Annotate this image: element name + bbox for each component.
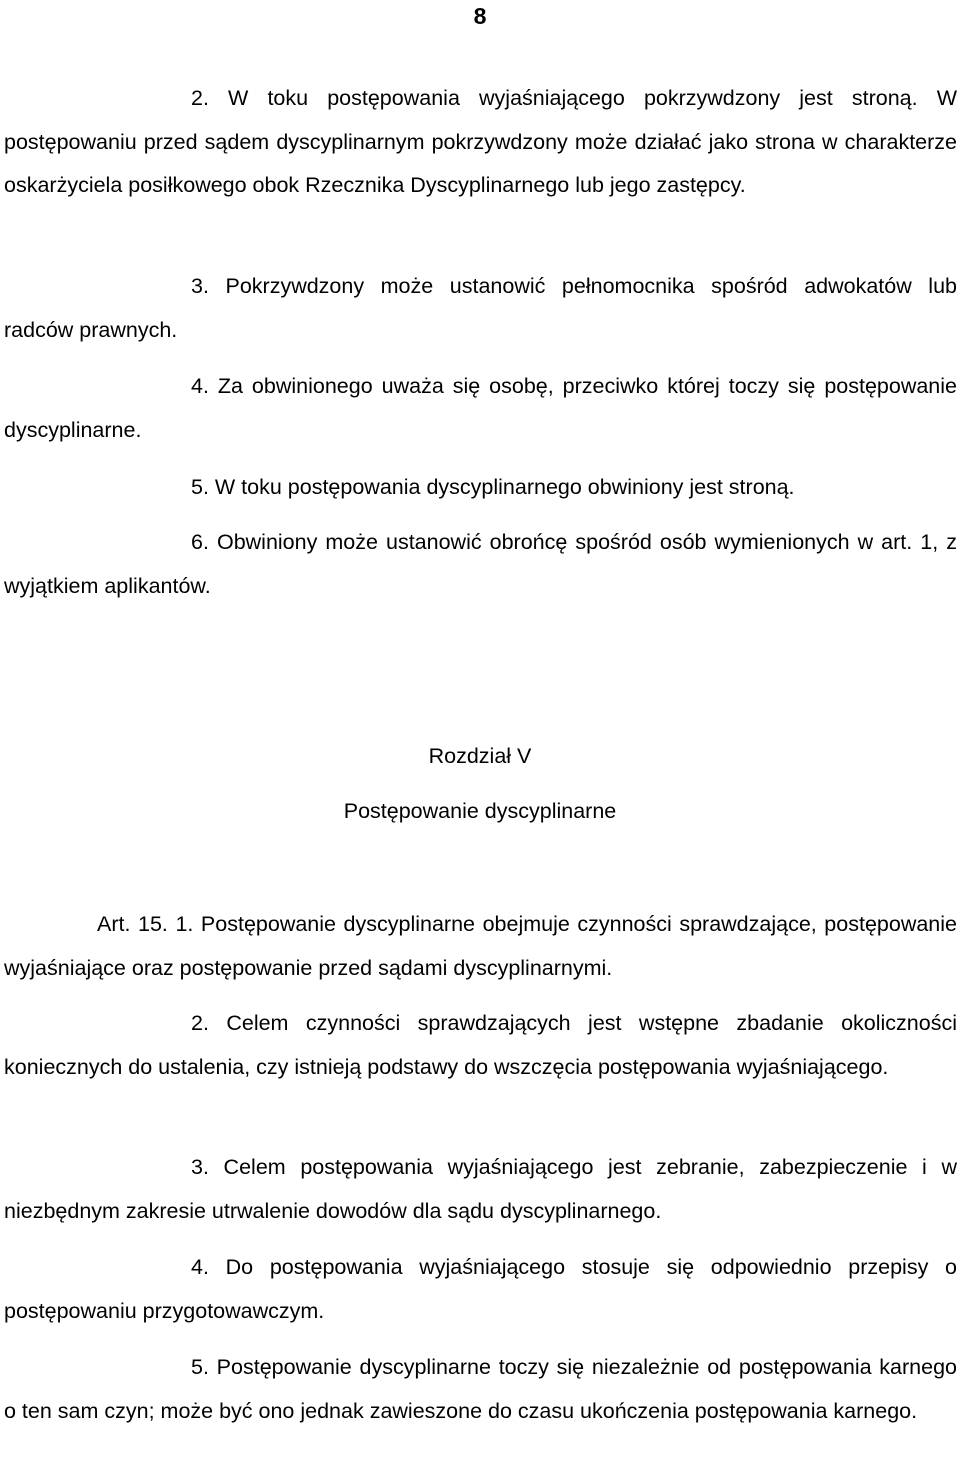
paragraph-4: 4. Za obwinionego uważa się osobę, przeciwko której toczy się postępowanie dyscyplinarne. — [4, 374, 957, 442]
chapter-title: Rozdział V — [428, 744, 532, 768]
paragraph-5: 5. W toku postępowania dyscyplinarnego obwiniony jest stroną. — [191, 475, 795, 499]
paragraph-2: 2. W toku postępowania wyjaśniającego pokrzywdzony jest stroną. W postępowaniu przed sądem dyscyplinarnym pokrzywdzony może działać jako strona w charakterze oskarżyciela posiłkowego obok Rzecznika Dyscyplinarnego lub jego zastępcy. — [4, 86, 957, 197]
chapter-subtitle: Postępowanie dyscyplinarne — [343, 799, 617, 823]
article-15-paragraph-2: 2. Celem czynności sprawdzających jest wstępne zbadanie okoliczności koniecznych do ustalenia, czy istnieją podstawy do wszczęcia postępowania wyjaśniającego. — [4, 1011, 957, 1079]
article-15-paragraph-1: Art. 15. 1. Postępowanie dyscyplinarne obejmuje czynności sprawdzające, postępowanie wyjaśniające oraz postępowanie przed sądami dyscyplinarnymi. — [4, 912, 957, 980]
article-15-paragraph-5: 5. Postępowanie dyscyplinarne toczy się niezależnie od postępowania karnego o ten sam czyn; może być ono jednak zawieszone do czasu ukończenia postępowania karnego. — [4, 1355, 957, 1423]
article-15-paragraph-3: 3. Celem postępowania wyjaśniającego jest zebranie, zabezpieczenie i w niezbędnym zakresie utrwalenie dowodów dla sądu dyscyplinarnego. — [4, 1155, 957, 1223]
page-number: 8 — [473, 3, 487, 29]
paragraph-3: 3. Pokrzywdzony może ustanowić pełnomocnika spośród adwokatów lub radców prawnych. — [4, 274, 957, 342]
article-15-paragraph-4: 4. Do postępowania wyjaśniającego stosuje się odpowiednio przepisy o postępowaniu przygotowawczym. — [4, 1255, 957, 1323]
paragraph-6: 6. Obwiniony może ustanowić obrońcę spośród osób wymienionych w art. 1, z wyjątkiem aplikantów. — [4, 530, 957, 598]
